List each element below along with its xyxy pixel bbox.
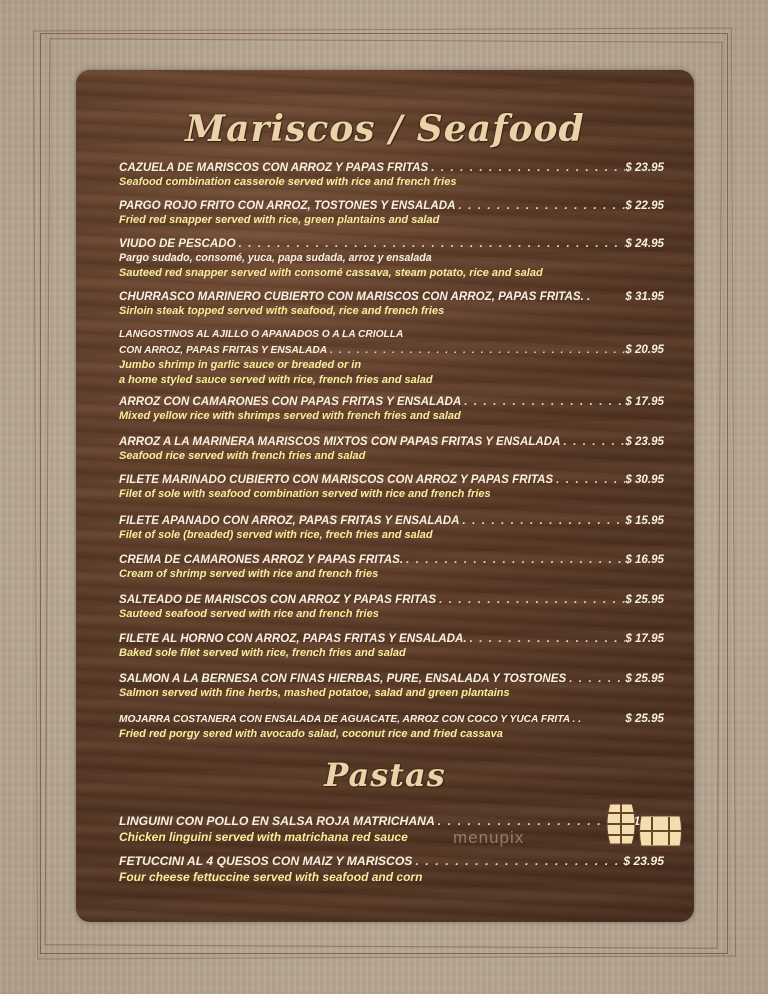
item-price: $ 20.95 [625, 343, 664, 356]
item-name: CAZUELA DE MARISCOS CON ARROZ Y PAPAS FRITAS [119, 161, 429, 174]
item-price: $ 24.95 [625, 237, 664, 250]
menu-item [119, 434, 664, 464]
item-price: $ 31.95 [625, 290, 664, 303]
item-name: VIUDO DE PESCADO [119, 237, 236, 250]
item-price: $ 17.95 [625, 395, 664, 408]
menu-item [119, 592, 664, 622]
item-price: $ 22.95 [625, 199, 664, 212]
menu-item [119, 711, 664, 742]
item-price: $ 15.95 [625, 514, 664, 527]
item-price: $ 25.95 [625, 712, 664, 725]
menu-item [119, 327, 664, 388]
barrels-icon [530, 800, 690, 850]
item-name: FILETE APANADO CON ARROZ, PAPAS FRITAS Y ENSALADA [119, 514, 460, 527]
item-description-es: Pargo sudado, consomé, yuca, papa sudada, arroz y ensalada [119, 252, 432, 264]
menu-item [119, 513, 664, 543]
item-description: Baked sole filet served with rice, french fries and salad [119, 647, 406, 659]
item-price: $ 30.95 [625, 473, 664, 486]
menu-item [119, 853, 664, 885]
item-name: SALTEADO DE MARISCOS CON ARROZ Y PAPAS FRITAS [119, 593, 437, 606]
item-name-line: LANGOSTINOS AL AJILLO O APANADOS O A LA CRIOLLA [119, 329, 404, 340]
menu-item [119, 160, 664, 190]
item-name: MOJARRA COSTANERA CON ENSALADA DE AGUACATE, ARROZ CON COCO Y YUCA FRITA . . [119, 714, 582, 725]
item-description: Fried red porgy sered with avocado salad, coconut rice and fried cassava [119, 728, 503, 740]
item-description: Four cheese fettuccine served with seafood and corn [119, 870, 423, 884]
menu-item [119, 198, 664, 228]
watermark: menupix [453, 828, 525, 847]
item-price: $ 16.95 [625, 553, 664, 566]
item-price: $ 25.95 [625, 593, 664, 606]
item-description: Sauteed red snapper served with consomé cassava, steam potato, rice and salad [119, 267, 543, 279]
menu-item [119, 671, 664, 701]
menu-item [119, 394, 664, 424]
item-name: FETUCCINI AL 4 QUESOS CON MAIZ Y MARISCOS [119, 854, 413, 868]
item-price: $ 23.95 [625, 435, 664, 448]
menu-item [119, 631, 664, 661]
menu-board [76, 70, 694, 922]
item-price: $ 23.95 [623, 854, 664, 868]
section-title-pastas: Pastas [324, 756, 446, 794]
item-price: $ 17.95 [625, 632, 664, 645]
item-description: Mixed yellow rice with shrimps served with french fries and salad [119, 410, 461, 422]
item-name: CHURRASCO MARINERO CUBIERTO CON MARISCOS CON ARROZ, PAPAS FRITAS. . [119, 290, 591, 303]
item-name: FILETE AL HORNO CON ARROZ, PAPAS FRITAS Y ENSALADA. [119, 632, 467, 645]
item-description: Seafood rice served with french fries and salad [119, 450, 366, 462]
item-description: Fried red snapper served with rice, green plantains and salad [119, 214, 440, 226]
item-description-2: a home styled sauce served with rice, french fries and salad [119, 374, 433, 386]
menu-item [119, 552, 664, 582]
item-price: $ 23.95 [625, 161, 664, 174]
menu-item [119, 289, 664, 319]
item-description: Seafood combination casserole served with rice and french fries [119, 176, 457, 188]
item-description: Jumbo shrimp in garlic sauce or breaded or in [119, 359, 362, 371]
item-description: Sauteed seafood served with rice and french fries [119, 608, 379, 620]
item-description: Salmon served with fine herbs, mashed potatoe, salad and green plantains [119, 687, 510, 699]
menu-item [119, 236, 664, 281]
item-name: ARROZ CON CAMARONES CON PAPAS FRITAS Y ENSALADA [119, 395, 462, 408]
menu-item [119, 472, 664, 502]
item-name: FILETE MARINADO CUBIERTO CON MARISCOS CON ARROZ Y PAPAS FRITAS [119, 473, 554, 486]
item-description: Sirloin steak topped served with seafood, rice and french fries [119, 305, 445, 317]
item-description: Cream of shrimp served with rice and french fries [119, 568, 379, 580]
item-name: CREMA DE CAMARONES ARROZ Y PAPAS FRITAS. [119, 553, 404, 566]
item-description: Filet of sole with seafood combination served with rice and french fries [119, 488, 491, 500]
item-name: CON ARROZ, PAPAS FRITAS Y ENSALADA [119, 345, 328, 356]
item-description: Chicken linguini served with matrichana red sauce [119, 830, 408, 844]
item-description: Filet of sole (breaded) served with rice, frech fries and salad [119, 529, 433, 541]
section-title-seafood: Mariscos / Seafood [185, 108, 585, 150]
item-name: PARGO ROJO FRITO CON ARROZ, TOSTONES Y ENSALADA [119, 199, 456, 212]
item-name: LINGUINI CON POLLO EN SALSA ROJA MATRICHANA [119, 814, 435, 828]
item-name: SALMON A LA BERNESA CON FINAS HIERBAS, PURE, ENSALADA Y TOSTONES [119, 672, 567, 685]
item-price: $ 25.95 [625, 672, 664, 685]
item-name: ARROZ A LA MARINERA MARISCOS MIXTOS CON PAPAS FRITAS Y ENSALADA [119, 435, 561, 448]
